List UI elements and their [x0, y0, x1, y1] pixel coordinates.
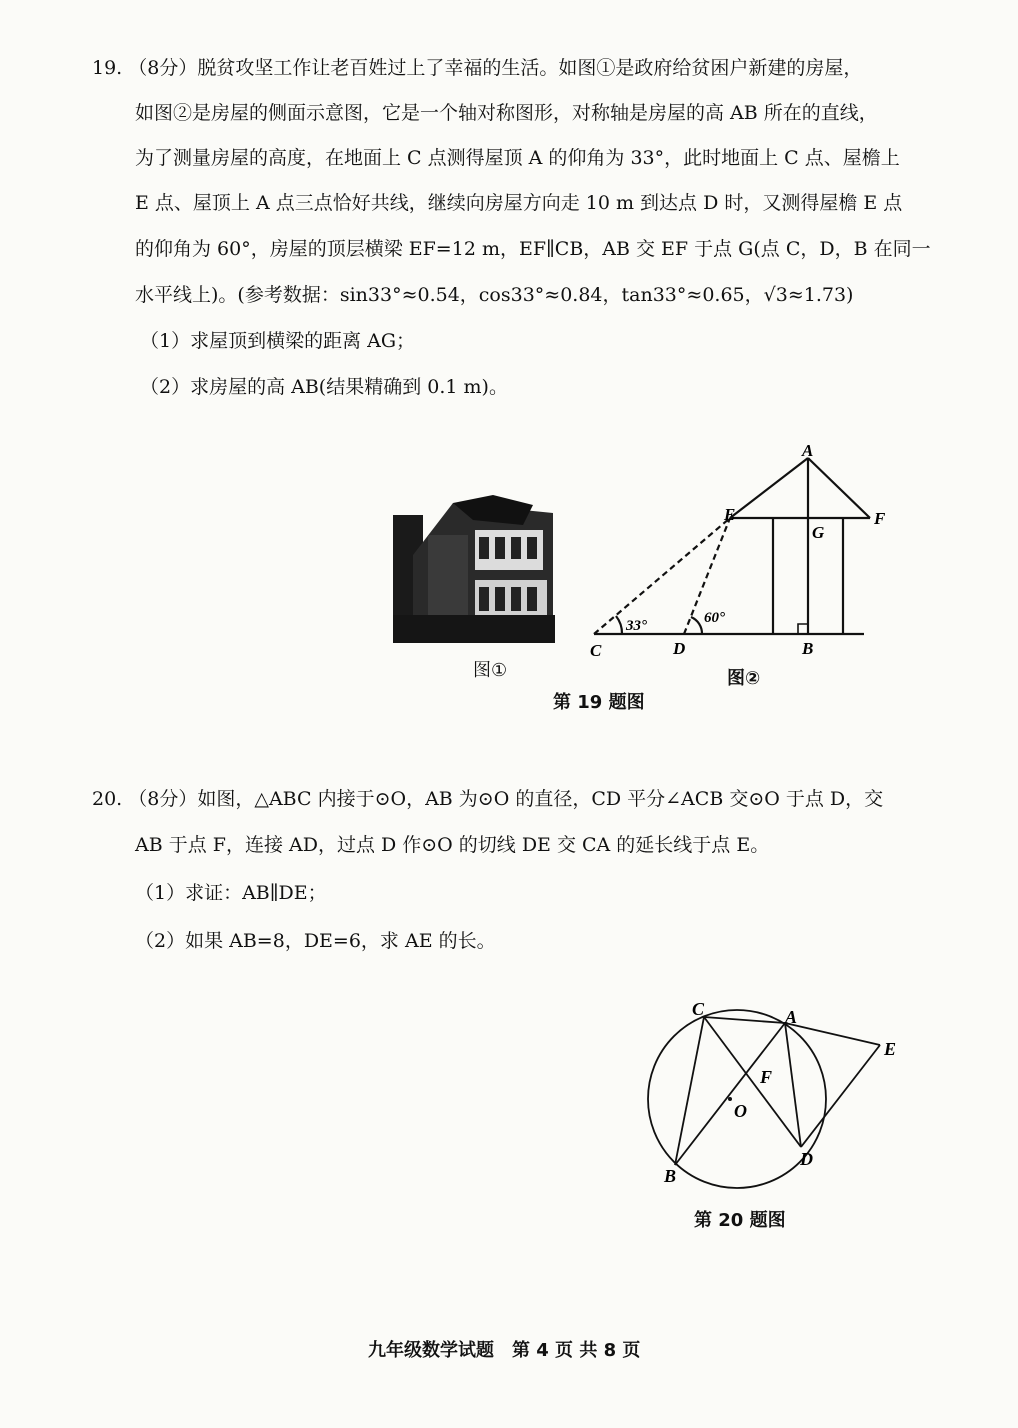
q19-subquestion-2: （2）求房屋的高 AB(结果精确到 0.1 m)。: [140, 376, 508, 398]
circle-diagram: [630, 995, 920, 1195]
angle-60-label: 60°: [704, 610, 725, 626]
q20-line-2: AB 于点 F，连接 AD，过点 D 作⊙O 的切线 DE 交 CA 的延长线于点 E。: [135, 834, 770, 856]
label-E: E: [724, 505, 736, 524]
label-F: F: [760, 1067, 773, 1087]
label-G: G: [812, 523, 825, 542]
q19-line-2: 如图②是房屋的侧面示意图，它是一个轴对称图形，对称轴是房屋的高 AB 所在的直线，: [135, 102, 878, 124]
label-D: D: [800, 1149, 813, 1169]
label-C: C: [590, 641, 602, 660]
q19-line-6: 水平线上)。(参考数据：sin33°≈0.54，cos33°≈0.84，tan33°≈0.65，√3≈1.73): [135, 284, 854, 306]
page-footer: 九年级数学试题 第 4 页 共 8 页: [368, 1340, 641, 1361]
figure-1-caption: 图①: [473, 660, 508, 681]
house-photo: [393, 495, 555, 643]
q19-subquestion-1: （1）求屋顶到横梁的距离 AG；: [140, 330, 416, 352]
q19-line-1: 19. （8分）脱贫攻坚工作让老百姓过上了幸福的生活。如图①是政府给贫困户新建的房屋，: [92, 57, 863, 79]
label-F: F: [874, 509, 886, 528]
q20-line-1: 20. （8分）如图，△ABC 内接于⊙O，AB 为⊙O 的直径，CD 平分∠ACB 交⊙O 于点 D，交: [92, 788, 884, 810]
label-B: B: [664, 1166, 677, 1186]
q19-line-3: 为了测量房屋的高度，在地面上 C 点测得屋顶 A 的仰角为 33°，此时地面上 C 点、屋檐上: [135, 147, 900, 169]
q20-subquestion-1: （1）求证：AB∥DE；: [135, 882, 327, 904]
label-O: O: [734, 1101, 747, 1121]
q19-figure-caption: 第 19 题图: [553, 692, 645, 713]
figure-2-caption: 图②: [727, 668, 761, 689]
label-D: D: [673, 639, 686, 658]
label-C: C: [692, 999, 705, 1019]
label-B: B: [802, 639, 814, 658]
q20-figure-caption: 第 20 题图: [694, 1210, 786, 1231]
label-E: E: [884, 1039, 897, 1059]
label-A: A: [802, 441, 814, 460]
angle-33-label: 33°: [626, 618, 647, 634]
q19-line-4: E 点、屋顶上 A 点三点恰好共线，继续向房屋方向走 10 m 到达点 D 时，又测得屋檐 E 点: [135, 192, 903, 214]
figure-2-diagram: [580, 440, 900, 670]
q20-subquestion-2: （2）如果 AB=8，DE=6，求 AE 的长。: [135, 930, 496, 952]
label-A: A: [785, 1007, 798, 1027]
q19-line-5: 的仰角为 60°，房屋的顶层横梁 EF=12 m，EF∥CB，AB 交 EF 于点 G(点 C，D，B 在同一: [135, 238, 931, 260]
